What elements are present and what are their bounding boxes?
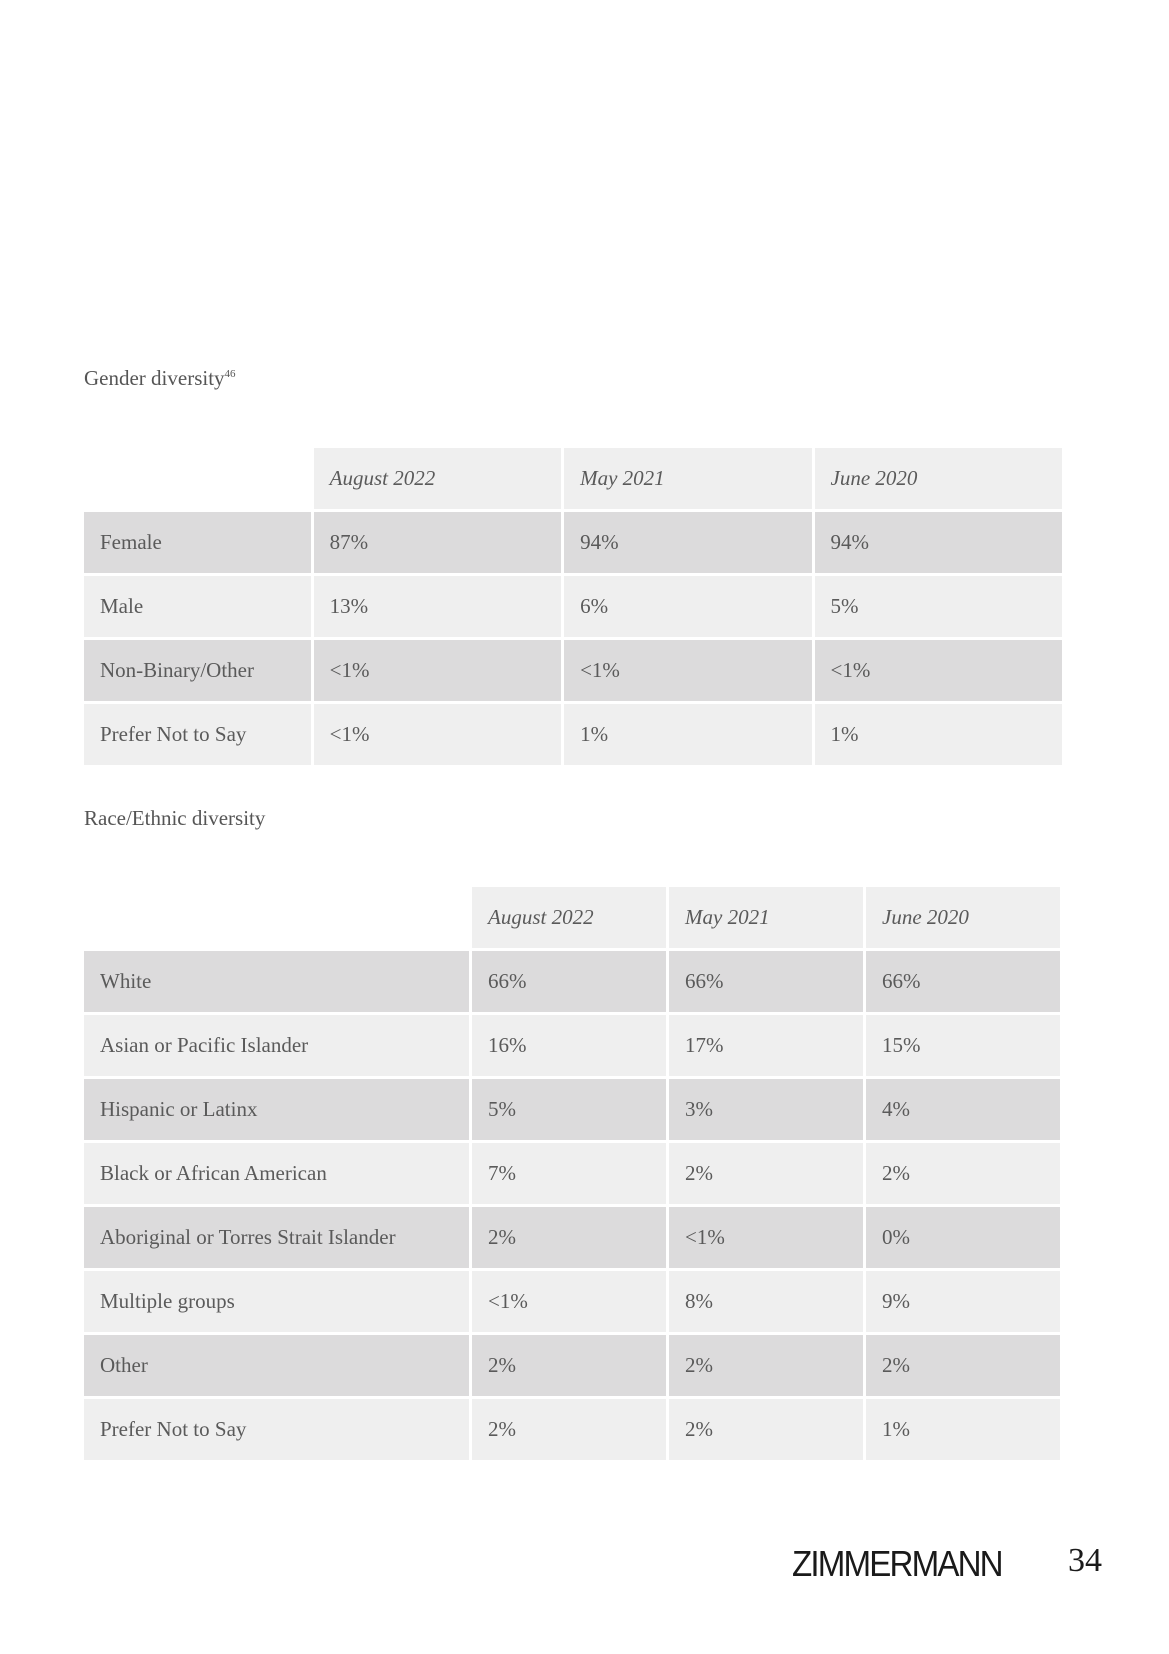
cell-value: 2% (866, 1335, 1060, 1396)
cell-value: 66% (866, 951, 1060, 1012)
cell-value: 94% (564, 512, 811, 573)
cell-value: 1% (866, 1399, 1060, 1460)
table-row (84, 1399, 1060, 1460)
table-row (84, 1271, 1060, 1332)
cell-value: 66% (472, 951, 666, 1012)
row-label: Multiple groups (84, 1271, 469, 1332)
table-row (84, 576, 1062, 637)
cell-value: 94% (815, 512, 1062, 573)
cell-value: 2% (866, 1143, 1060, 1204)
header-august-2022: August 2022 (472, 887, 666, 948)
row-label: White (84, 951, 469, 1012)
cell-value: 3% (669, 1079, 863, 1140)
row-label: Asian or Pacific Islander (84, 1015, 469, 1076)
row-label: Hispanic or Latinx (84, 1079, 469, 1140)
header-june-2020: June 2020 (866, 887, 1060, 948)
header-june-2020: June 2020 (815, 448, 1062, 509)
table-header-row (84, 887, 1060, 948)
cell-value: 7% (472, 1143, 666, 1204)
table-row (84, 1207, 1060, 1268)
cell-value: 6% (564, 576, 811, 637)
cell-value: 2% (472, 1399, 666, 1460)
cell-value: 13% (314, 576, 561, 637)
cell-value: 16% (472, 1015, 666, 1076)
brand-logo: ZIMMERMANN (792, 1543, 1002, 1584)
gender-section-title (84, 366, 236, 391)
row-label: Prefer Not to Say (84, 1399, 469, 1460)
gender-diversity-table (81, 445, 1065, 768)
header-may-2021: May 2021 (564, 448, 811, 509)
table-row (84, 704, 1062, 765)
gender-footnote-ref: 46 (224, 368, 236, 380)
table-row (84, 1015, 1060, 1076)
cell-value: 2% (669, 1143, 863, 1204)
cell-value: 9% (866, 1271, 1060, 1332)
cell-value: 8% (669, 1271, 863, 1332)
page-number: 34 (1068, 1542, 1102, 1579)
cell-value: 2% (472, 1207, 666, 1268)
table-row (84, 1079, 1060, 1140)
cell-value: <1% (564, 640, 811, 701)
row-label: Aboriginal or Torres Strait Islander (84, 1207, 469, 1268)
header-blank-cell (84, 887, 469, 948)
cell-value: <1% (815, 640, 1062, 701)
cell-value: 2% (669, 1399, 863, 1460)
table-header-row (84, 448, 1062, 509)
row-label: Male (84, 576, 311, 637)
race-ethnic-diversity-table (81, 884, 1063, 1463)
cell-value: 5% (815, 576, 1062, 637)
cell-value: 66% (669, 951, 863, 1012)
header-august-2022: August 2022 (314, 448, 561, 509)
cell-value: <1% (314, 704, 561, 765)
cell-value: 2% (669, 1335, 863, 1396)
race-section-title: Race/Ethnic diversity (84, 806, 266, 830)
header-may-2021: May 2021 (669, 887, 863, 948)
cell-value: 15% (866, 1015, 1060, 1076)
row-label: Black or African American (84, 1143, 469, 1204)
cell-value: 1% (815, 704, 1062, 765)
table-row (84, 640, 1062, 701)
cell-value: 0% (866, 1207, 1060, 1268)
row-label: Other (84, 1335, 469, 1396)
cell-value: <1% (472, 1271, 666, 1332)
row-label: Prefer Not to Say (84, 704, 311, 765)
header-blank-cell (84, 448, 311, 509)
table-row (84, 951, 1060, 1012)
gender-title-text: Gender diversity (84, 366, 225, 390)
cell-value: 4% (866, 1079, 1060, 1140)
table-row (84, 1143, 1060, 1204)
cell-value: 5% (472, 1079, 666, 1140)
cell-value: <1% (314, 640, 561, 701)
row-label: Female (84, 512, 311, 573)
table-row (84, 512, 1062, 573)
cell-value: <1% (669, 1207, 863, 1268)
row-label: Non-Binary/Other (84, 640, 311, 701)
cell-value: 2% (472, 1335, 666, 1396)
table-row (84, 1335, 1060, 1396)
cell-value: 17% (669, 1015, 863, 1076)
cell-value: 87% (314, 512, 561, 573)
cell-value: 1% (564, 704, 811, 765)
